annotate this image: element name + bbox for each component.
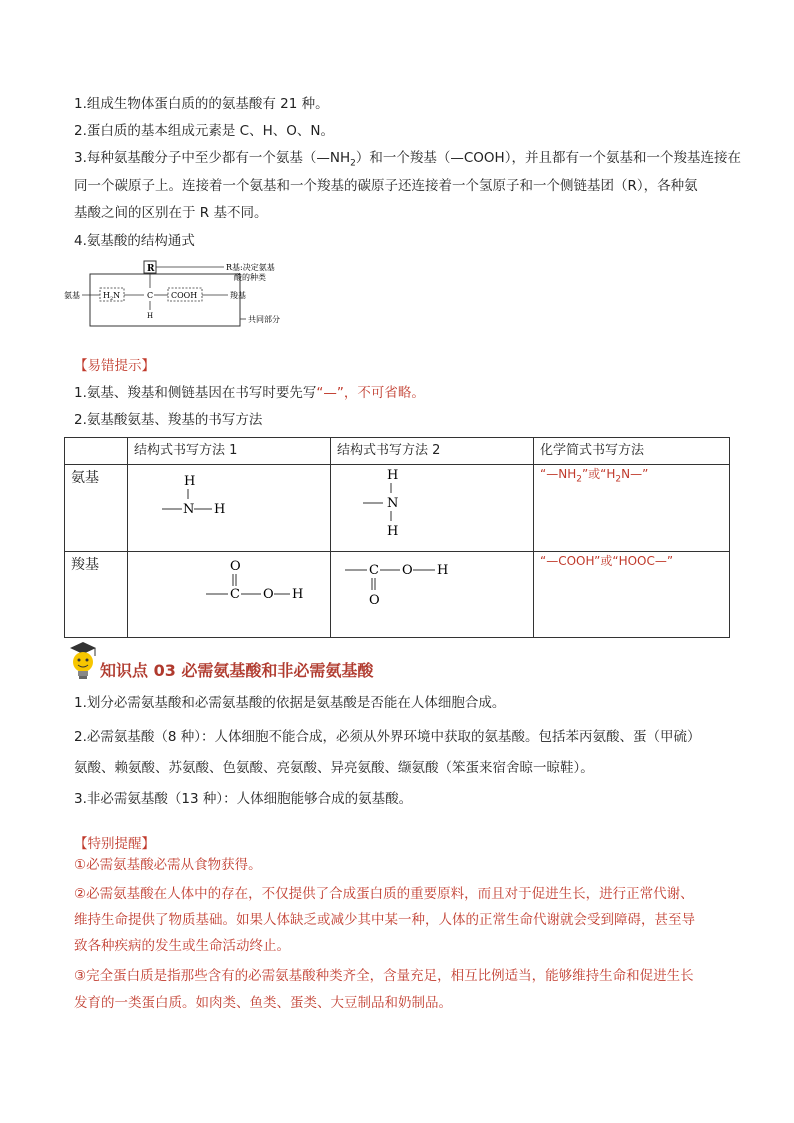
svg-text:N: N (183, 502, 195, 517)
amino-structure-2 (331, 465, 534, 552)
special-heading: 【特别提醒】 (74, 836, 155, 852)
row-name-carboxyl: 羧基 (65, 552, 128, 638)
svg-text:C: C (369, 563, 379, 578)
svg-text:H: H (437, 563, 449, 578)
carboxyl-structure-2 (331, 552, 534, 638)
table-header-2: 结构式书写方法 2 (331, 438, 534, 465)
intro-line-3a: 3.每种氨基酸分子中至少都有一个氨基$(—NH_2)$和一个羧基（—COOH），并且都有一个氨基和一个羧基连接在 (74, 150, 741, 169)
diagram-cooh: COOH (171, 291, 198, 300)
intro-line-3b: 同一个碳原子上。连接着一个氨基和一个羧基的碳原子还连接着一个氢原子和一个侧链基团（R），各种氨 (74, 178, 698, 194)
svg-text:H: H (184, 474, 196, 489)
intro-line-4: 4.氨基酸的结构通式 (74, 233, 195, 249)
section-p2a: 2.必需氨基酸（8 种）：人体细胞不能合成，必须从外界环境中获取的氨基酸。包括苯丙氨酸、蛋（甲硫） (74, 729, 701, 745)
section-title: 知识点 03 必需氨基酸和非必需氨基酸 (100, 661, 374, 680)
diagram-h: H (147, 312, 154, 320)
tips-heading: 【易错提示】 (74, 358, 155, 374)
diagram-common-label: 共同部分 (248, 315, 280, 324)
diagram-nh2: $H_2N$ (103, 291, 121, 302)
writing-method-table (64, 437, 730, 638)
special-note-2c: 致各种疾病的发生或生命活动终止。 (74, 938, 290, 954)
diagram-amino-label: 氨基 (64, 291, 80, 300)
svg-text:H: H (387, 468, 399, 483)
svg-text:H: H (214, 502, 226, 517)
diagram-c: C (147, 291, 154, 300)
section-p1: 1.划分必需氨基酸和必需氨基酸的依据是氨基酸是否能在人体细胞合成。 (74, 695, 506, 711)
carboxyl-formula: “—COOH”或“HOOC—” (534, 552, 730, 638)
special-note-2b: 维持生命提供了物质基础。如果人体缺乏或减少其中某一种，人体的正常生命代谢就会受到障碍，甚至导 (74, 912, 695, 928)
intro-line-2: 2.蛋白质的基本组成元素是 C、H、O、N。 (74, 123, 334, 139)
diagram-r-note-2: 酸的种类 (234, 273, 266, 282)
carboxyl-structure-1 (128, 552, 331, 638)
tips-line-2: 2.氨基酸氨基、羧基的书写方法 (74, 412, 263, 428)
svg-text:O: O (402, 563, 413, 578)
diagram-r: R (147, 264, 155, 274)
svg-text:C: C (230, 587, 240, 602)
intro-line-3c: 基酸之间的区别在于 R 基不同。 (74, 205, 268, 221)
amino-structure-1 (128, 465, 331, 552)
svg-text:H: H (387, 524, 399, 539)
svg-text:O: O (263, 587, 274, 602)
intro-line-1: 1.组成生物体蛋白质的的氨基酸有 21 种。 (74, 96, 329, 112)
svg-text:N: N (387, 496, 399, 511)
table-header-1: 结构式书写方法 1 (128, 438, 331, 465)
diagram-carboxyl-label: 羧基 (230, 291, 246, 300)
svg-text:H: H (292, 587, 304, 602)
section-p3: 3.非必需氨基酸（13 种）：人体细胞能够合成的氨基酸。 (74, 791, 413, 807)
section-p2b: 氨酸、赖氨酸、苏氨酸、色氨酸、亮氨酸、异亮氨酸、缬氨酸（笨蛋来宿舍晾一晾鞋）。 (74, 760, 594, 776)
table-header-0 (65, 438, 128, 465)
special-note-3b: 发育的一类蛋白质。如肉类、鱼类、蛋类、大豆制品和奶制品。 (74, 995, 452, 1011)
row-name-amino: 氨基 (65, 465, 128, 552)
amino-acid-structure-diagram (62, 258, 322, 330)
special-note-3a: ③完全蛋白质是指那些含有的必需氨基酸种类齐全，含量充足，相互比例适当，能够维持生命和促进生长 (74, 968, 694, 984)
tips-line-1: 1.氨基、羧基和侧链基因在书写时要先写“—”，不可省略。 (74, 385, 425, 401)
diagram-r-note-1: R基:决定氨基 (226, 263, 275, 272)
special-note-1: ①必需氨基酸必需从食物获得。 (74, 857, 262, 873)
table-header-3: 化学简式书写方法 (534, 438, 730, 465)
svg-text:O: O (369, 593, 380, 608)
amino-formula: “$—NH_2$”或“$H_2N—$” (534, 465, 730, 552)
special-note-2a: ②必需氨基酸在人体中的存在，不仅提供了合成蛋白质的重要原料，而且对于促进生长，进行正常代谢、 (74, 886, 694, 902)
lightbulb-graduate-icon (66, 640, 100, 680)
svg-text:O: O (230, 559, 241, 574)
